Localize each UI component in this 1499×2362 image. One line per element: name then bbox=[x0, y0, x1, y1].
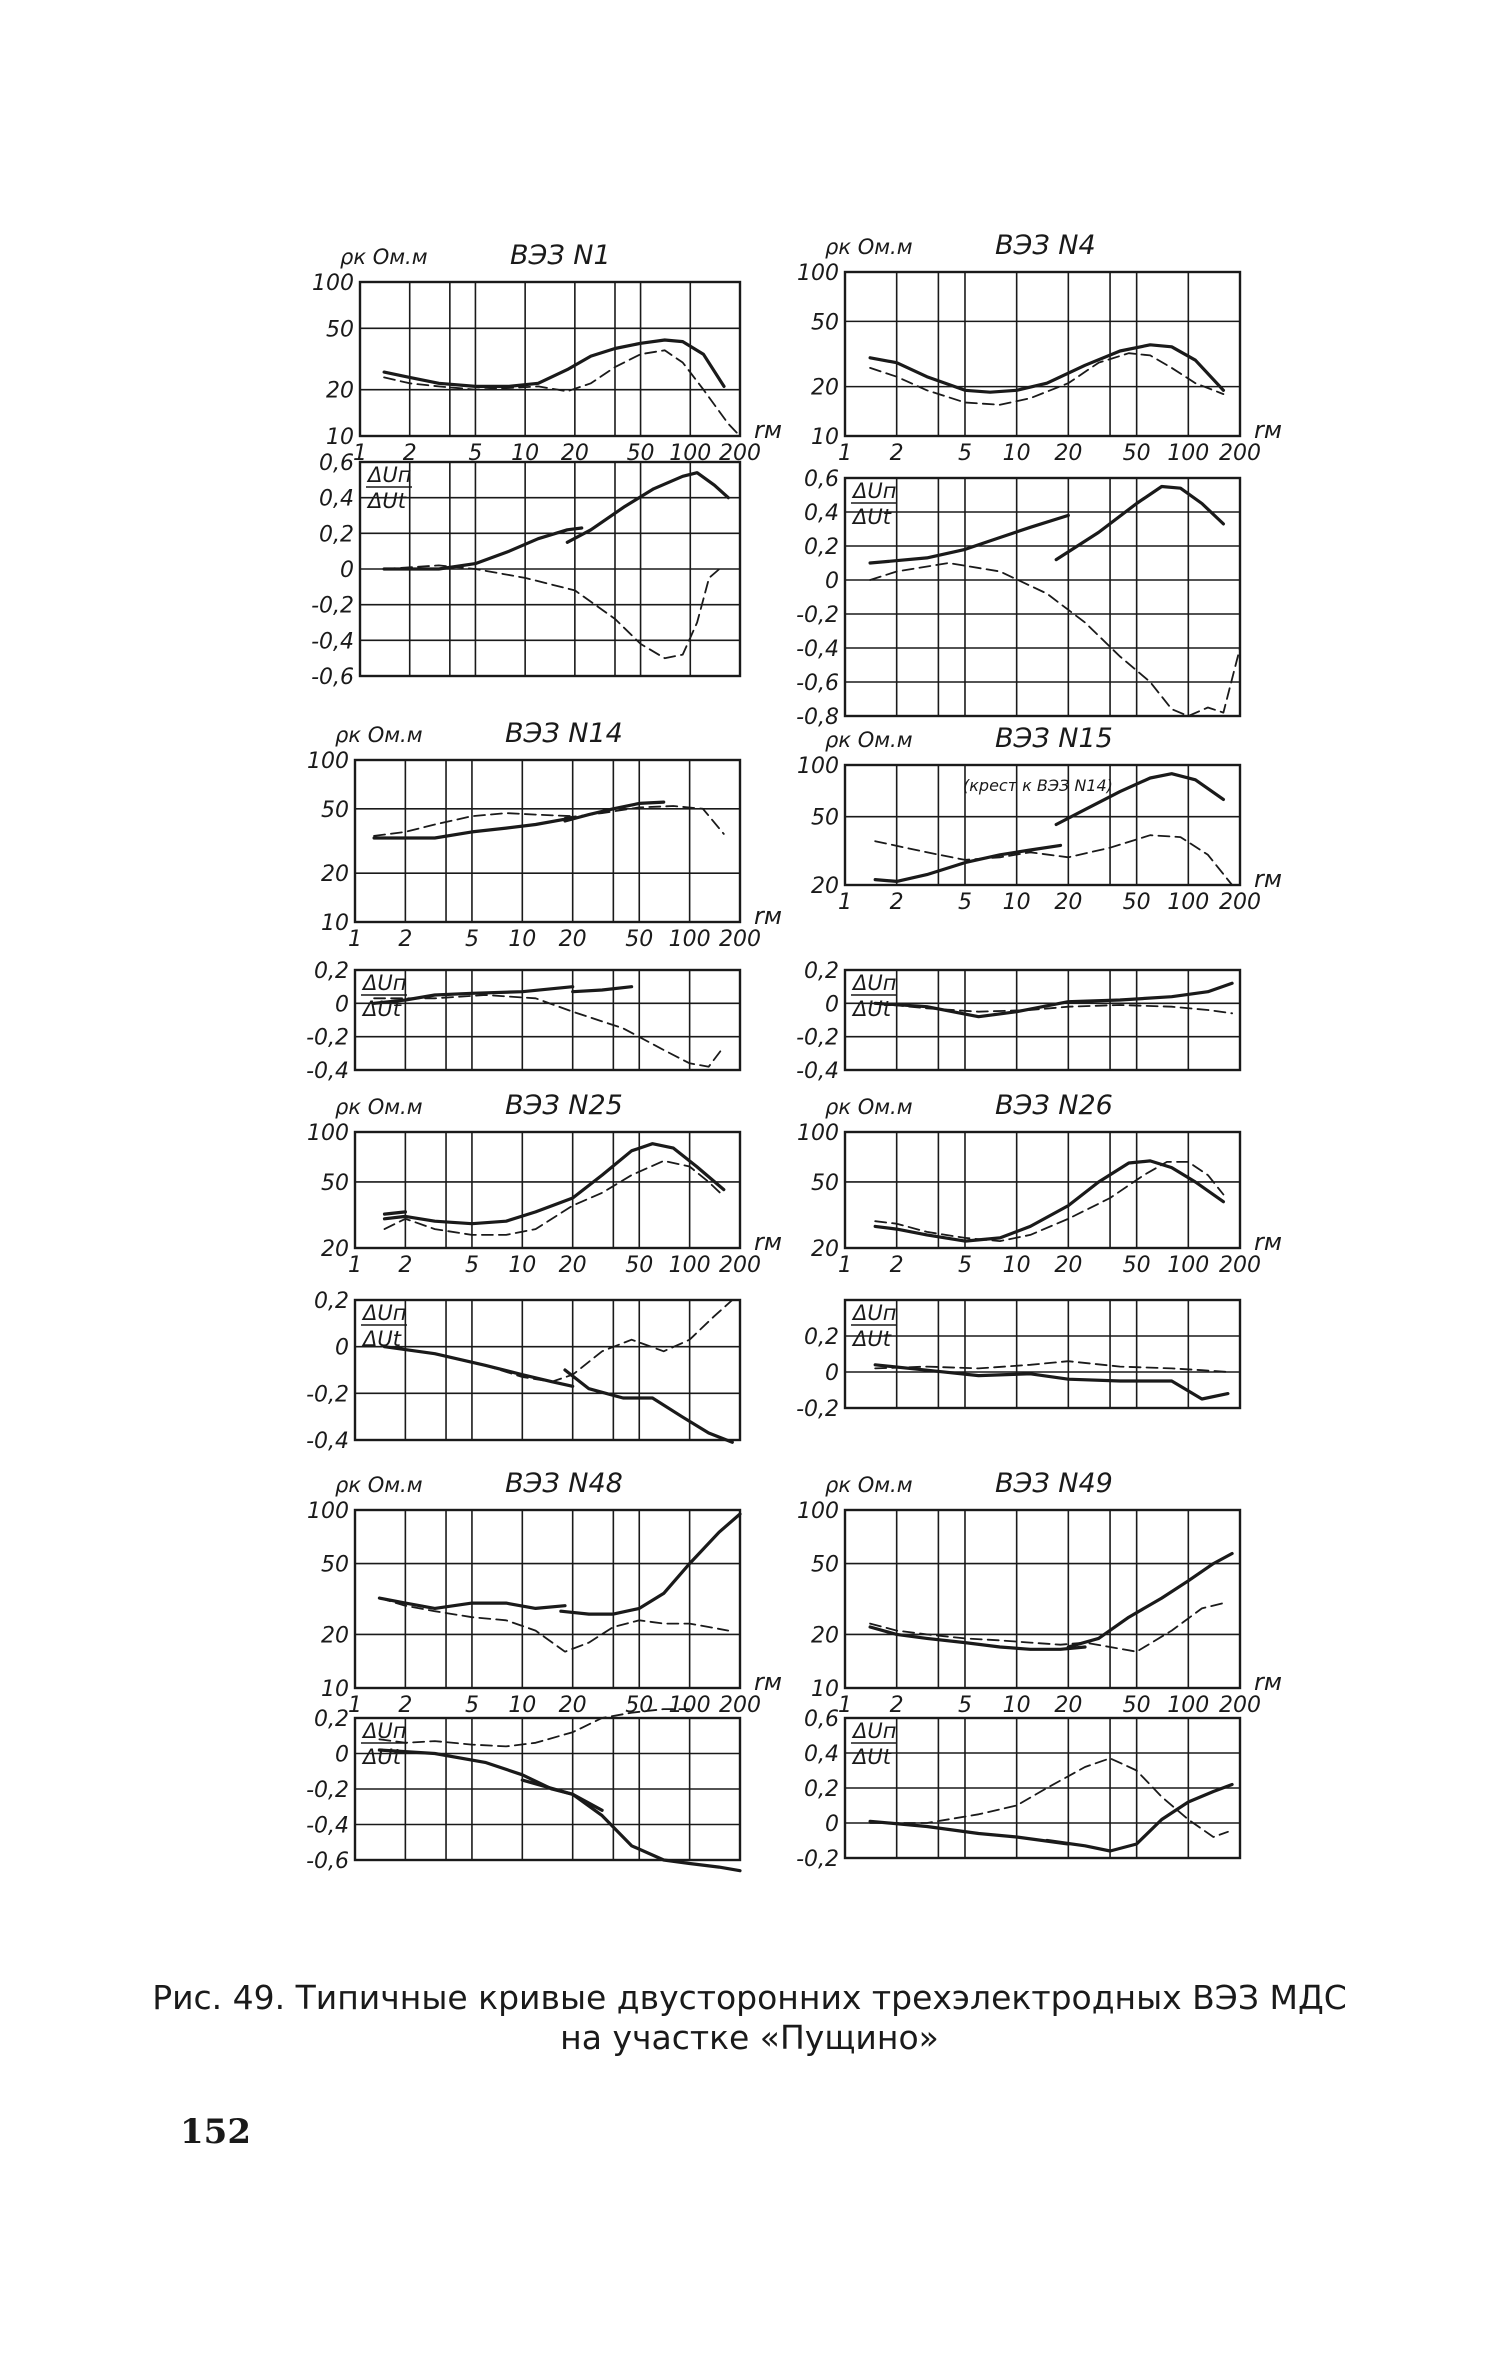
x-tick-label: 50 bbox=[1122, 1253, 1151, 1278]
y-tick-label: 20 bbox=[321, 1237, 349, 1262]
plot-frame-top bbox=[360, 282, 740, 436]
chart-panel-n48 bbox=[306, 1468, 782, 1874]
y-tick-label: 50 bbox=[811, 1552, 839, 1578]
page-number: 152 bbox=[180, 2112, 251, 2152]
x-axis-label: rм bbox=[754, 1228, 782, 1256]
x-tick-label: 5 bbox=[957, 441, 972, 466]
y-tick-label: 0,6 bbox=[319, 451, 354, 476]
x-tick-label: 10 bbox=[508, 1693, 537, 1718]
y-tick-label: 20 bbox=[811, 375, 839, 401]
plot-frame-bottom bbox=[845, 1300, 1240, 1408]
x-tick-label: 200 bbox=[719, 441, 761, 466]
y-axis-label-rho: ρк Ом.м bbox=[335, 723, 423, 747]
x-tick-label: 1 bbox=[838, 1253, 852, 1278]
y-tick-label: 0,4 bbox=[804, 1742, 839, 1767]
y-tick-label: 0,2 bbox=[804, 535, 839, 560]
plot-frame-top bbox=[355, 760, 740, 922]
x-tick-label: 1 bbox=[838, 890, 852, 915]
y-tick-label: -0,6 bbox=[311, 665, 354, 690]
series-line-dashed bbox=[374, 995, 724, 1067]
x-tick-label: 5 bbox=[464, 1693, 479, 1718]
x-tick-label: 10 bbox=[1002, 890, 1031, 915]
y-tick-label: 0,4 bbox=[319, 486, 354, 512]
y-axis-label-rho: ρк Ом.м bbox=[825, 235, 913, 259]
chart-panel-n25 bbox=[306, 1090, 782, 1454]
x-tick-label: 50 bbox=[1122, 890, 1151, 915]
x-axis-label: rм bbox=[754, 1668, 782, 1696]
y-tick-label: -0,2 bbox=[796, 1847, 839, 1872]
y-tick-label: 0,2 bbox=[314, 959, 349, 984]
series-line-solid bbox=[567, 473, 728, 543]
x-tick-label: 10 bbox=[508, 1253, 537, 1278]
x-tick-label: 1 bbox=[838, 441, 852, 466]
series-line-solid bbox=[1047, 1785, 1232, 1852]
y-tick-label: 100 bbox=[797, 261, 839, 286]
y-tick-label: 0 bbox=[335, 992, 349, 1018]
x-tick-label: 100 bbox=[669, 441, 712, 466]
panel-title: ВЭЗ N1 bbox=[510, 240, 611, 271]
chart-panel-n49 bbox=[796, 1468, 1282, 1872]
x-axis-label: rм bbox=[1254, 1228, 1282, 1256]
x-tick-label: 100 bbox=[1167, 890, 1210, 915]
y-tick-label: -0,6 bbox=[306, 1849, 349, 1874]
y-tick-label: 0,2 bbox=[804, 1325, 839, 1350]
y-axis-label-rho: ρк Ом.м bbox=[340, 245, 428, 269]
x-tick-label: 100 bbox=[668, 1253, 711, 1278]
x-tick-label: 2 bbox=[398, 1253, 413, 1278]
y-tick-label: -0,2 bbox=[796, 1025, 839, 1051]
figure-caption-line-2: на участке «Пущино» bbox=[560, 2018, 939, 2057]
y-tick-label: 0,2 bbox=[804, 959, 839, 984]
y-tick-label: 50 bbox=[321, 1170, 349, 1196]
x-tick-label: 20 bbox=[558, 1693, 587, 1718]
y-tick-label: 20 bbox=[811, 1237, 839, 1262]
x-axis-label: rм bbox=[1254, 865, 1282, 893]
y-axis-label-ratio-den: ΔUt bbox=[853, 505, 891, 529]
y-tick-label: -0,4 bbox=[796, 637, 839, 662]
x-tick-label: 100 bbox=[1167, 1693, 1210, 1718]
y-tick-label: -0,4 bbox=[306, 1813, 349, 1839]
y-axis-label-ratio-den: ΔUt bbox=[363, 997, 401, 1021]
series-line-solid bbox=[374, 818, 573, 838]
y-tick-label: 100 bbox=[307, 1121, 349, 1146]
y-tick-label: 100 bbox=[797, 754, 839, 779]
x-tick-label: 20 bbox=[1054, 441, 1083, 466]
series-line-solid bbox=[870, 345, 1223, 392]
x-tick-label: 20 bbox=[558, 927, 587, 952]
y-tick-label: -0,2 bbox=[306, 1778, 349, 1803]
y-tick-label: 50 bbox=[811, 805, 839, 831]
y-tick-label: 10 bbox=[811, 425, 839, 450]
panel-title: ВЭЗ N14 bbox=[505, 718, 623, 749]
x-tick-label: 5 bbox=[957, 1693, 972, 1718]
y-tick-label: -0,2 bbox=[306, 1025, 349, 1051]
plot-frame-bottom bbox=[845, 970, 1240, 1070]
series-line-dashed bbox=[384, 565, 719, 658]
chart-panel-n26 bbox=[796, 1090, 1282, 1422]
y-axis-label-ratio-den: ΔUt bbox=[853, 1745, 891, 1769]
x-tick-label: 2 bbox=[398, 927, 413, 952]
panel-title: ВЭЗ N49 bbox=[995, 1468, 1113, 1499]
series-line-dashed bbox=[384, 350, 740, 436]
y-tick-label: 10 bbox=[321, 911, 349, 936]
y-tick-label: 0 bbox=[335, 1742, 349, 1768]
x-tick-label: 20 bbox=[560, 441, 589, 466]
x-tick-label: 200 bbox=[719, 1693, 761, 1718]
figure-caption-line-1: Рис. 49. Типичные кривые двусторонних трехэлектродных ВЭЗ МДС bbox=[152, 1978, 1347, 2017]
x-tick-label: 2 bbox=[889, 1693, 904, 1718]
y-tick-label: 0 bbox=[825, 1361, 839, 1386]
y-tick-label: 10 bbox=[326, 425, 354, 450]
x-tick-label: 10 bbox=[508, 927, 537, 952]
y-tick-label: 0 bbox=[335, 1335, 349, 1361]
y-tick-label: 50 bbox=[326, 317, 354, 343]
y-tick-label: 10 bbox=[811, 1677, 839, 1702]
x-tick-label: 10 bbox=[1002, 441, 1031, 466]
x-tick-label: 100 bbox=[1167, 1253, 1210, 1278]
series-line-solid bbox=[875, 1365, 1228, 1399]
x-tick-label: 100 bbox=[668, 927, 711, 952]
chart-panel-n15 bbox=[796, 723, 1282, 1084]
x-tick-label: 1 bbox=[348, 927, 362, 952]
x-tick-label: 20 bbox=[1054, 1693, 1083, 1718]
y-tick-label: -0,6 bbox=[796, 671, 839, 696]
y-tick-label: 20 bbox=[811, 874, 839, 899]
x-tick-label: 200 bbox=[1219, 890, 1261, 915]
x-tick-label: 2 bbox=[889, 890, 904, 915]
y-tick-label: 100 bbox=[312, 271, 354, 296]
series-line-dashed bbox=[385, 1300, 733, 1382]
series-line-solid bbox=[379, 1750, 740, 1871]
y-tick-label: 20 bbox=[326, 378, 354, 404]
x-tick-label: 50 bbox=[626, 441, 655, 466]
x-tick-label: 50 bbox=[1122, 441, 1151, 466]
x-tick-label: 50 bbox=[625, 927, 654, 952]
series-line-solid bbox=[385, 1144, 724, 1224]
panel-annotation: (крест к ВЭЗ N14) bbox=[963, 776, 1113, 795]
y-tick-label: 0 bbox=[825, 992, 839, 1018]
series-line-dashed bbox=[870, 353, 1223, 405]
series-line-dashed bbox=[565, 806, 724, 834]
y-axis-label-ratio-den: ΔUt bbox=[853, 997, 891, 1021]
chart-panel-n4 bbox=[796, 230, 1282, 730]
series-line-solid bbox=[384, 340, 724, 386]
x-tick-label: 2 bbox=[402, 441, 417, 466]
y-tick-label: -0,4 bbox=[796, 1059, 839, 1084]
x-tick-label: 20 bbox=[558, 1253, 587, 1278]
x-tick-label: 200 bbox=[1219, 441, 1261, 466]
y-tick-label: 0,6 bbox=[804, 1707, 839, 1732]
y-tick-label: 0,2 bbox=[314, 1289, 349, 1314]
y-tick-label: -0,2 bbox=[311, 593, 354, 619]
y-tick-label: 100 bbox=[797, 1499, 839, 1524]
x-tick-label: 20 bbox=[1054, 890, 1083, 915]
series-line-solid bbox=[870, 1627, 1085, 1649]
y-tick-label: 0 bbox=[825, 1812, 839, 1837]
series-line-solid bbox=[573, 987, 632, 992]
series-line-solid bbox=[875, 1161, 1223, 1241]
x-tick-label: 50 bbox=[625, 1253, 654, 1278]
x-tick-label: 50 bbox=[625, 1693, 654, 1718]
y-axis-label-rho: ρк Ом.м bbox=[335, 1095, 423, 1119]
y-axis-label-rho: ρк Ом.м bbox=[335, 1473, 423, 1497]
y-axis-label-ratio-den: ΔUt bbox=[363, 1327, 401, 1351]
x-axis-label: rм bbox=[754, 902, 782, 930]
y-tick-label: 50 bbox=[321, 797, 349, 823]
series-line-solid bbox=[565, 1370, 732, 1442]
series-line-dashed bbox=[385, 1161, 724, 1235]
y-tick-label: 0,2 bbox=[319, 522, 354, 548]
series-line-dashed bbox=[870, 563, 1240, 716]
series-line-solid bbox=[1056, 487, 1223, 560]
y-tick-label: 0,4 bbox=[804, 501, 839, 526]
y-axis-label-ratio-num: ΔUп bbox=[853, 1719, 897, 1743]
chart-panel-n14 bbox=[306, 718, 782, 1084]
y-tick-label: 20 bbox=[321, 862, 349, 888]
series-line-dashed bbox=[875, 1162, 1223, 1241]
x-tick-label: 1 bbox=[838, 1693, 852, 1718]
x-tick-label: 100 bbox=[668, 1693, 711, 1718]
panel-title: ВЭЗ N26 bbox=[995, 1090, 1113, 1121]
x-tick-label: 50 bbox=[1122, 1693, 1151, 1718]
y-axis-label-ratio-den: ΔUt bbox=[368, 489, 406, 513]
y-tick-label: 20 bbox=[811, 1623, 839, 1649]
x-tick-label: 1 bbox=[353, 441, 367, 466]
plot-frame-bottom bbox=[845, 478, 1240, 716]
plot-frame-bottom bbox=[355, 1300, 740, 1440]
y-tick-label: 50 bbox=[811, 1170, 839, 1196]
x-tick-label: 200 bbox=[1219, 1253, 1261, 1278]
series-line-solid bbox=[870, 1821, 1068, 1844]
x-tick-label: 100 bbox=[1167, 441, 1210, 466]
x-tick-label: 10 bbox=[511, 441, 540, 466]
y-tick-label: 0 bbox=[825, 569, 839, 594]
y-tick-label: -0,8 bbox=[796, 705, 839, 730]
y-axis-label-rho: ρк Ом.м bbox=[825, 1095, 913, 1119]
y-axis-label-rho: ρк Ом.м bbox=[825, 1473, 913, 1497]
chart-panel-n1 bbox=[311, 240, 782, 690]
y-tick-label: 100 bbox=[307, 1499, 349, 1524]
x-tick-label: 10 bbox=[1002, 1253, 1031, 1278]
y-tick-label: 10 bbox=[321, 1677, 349, 1702]
series-line-dashed bbox=[870, 1603, 1223, 1652]
x-tick-label: 10 bbox=[1002, 1693, 1031, 1718]
y-tick-label: 100 bbox=[307, 749, 349, 774]
plot-frame-top bbox=[355, 1132, 740, 1248]
y-tick-label: 0,2 bbox=[314, 1707, 349, 1732]
panel-title: ВЭЗ N4 bbox=[995, 230, 1096, 261]
plot-frame-top bbox=[355, 1510, 740, 1688]
series-line-dashed bbox=[875, 835, 1232, 885]
y-axis-label-ratio-num: ΔUп bbox=[368, 463, 412, 487]
y-axis-label-ratio-num: ΔUп bbox=[853, 1301, 897, 1325]
y-tick-label: -0,4 bbox=[306, 1429, 349, 1454]
x-tick-label: 5 bbox=[464, 927, 479, 952]
plot-frame-top bbox=[845, 1510, 1240, 1688]
x-tick-label: 200 bbox=[1219, 1693, 1261, 1718]
series-line-solid bbox=[385, 1212, 406, 1214]
x-axis-label: rм bbox=[754, 416, 782, 444]
y-axis-label-ratio-den: ΔUt bbox=[363, 1745, 401, 1769]
x-axis-label: rм bbox=[1254, 416, 1282, 444]
x-tick-label: 5 bbox=[464, 1253, 479, 1278]
y-tick-label: -0,2 bbox=[796, 603, 839, 628]
x-tick-label: 2 bbox=[398, 1693, 413, 1718]
y-tick-label: -0,4 bbox=[306, 1059, 349, 1084]
y-tick-label: 50 bbox=[811, 310, 839, 336]
series-line-solid bbox=[384, 528, 582, 569]
y-tick-label: 0,2 bbox=[804, 1777, 839, 1802]
y-tick-label: 100 bbox=[797, 1121, 839, 1146]
y-axis-label-ratio-num: ΔUп bbox=[853, 479, 897, 503]
y-tick-label: -0,4 bbox=[311, 629, 354, 655]
y-tick-label: 20 bbox=[321, 1623, 349, 1649]
x-tick-label: 5 bbox=[957, 890, 972, 915]
x-tick-label: 1 bbox=[348, 1693, 362, 1718]
panel-title: ВЭЗ N48 bbox=[505, 1468, 623, 1499]
x-tick-label: 200 bbox=[719, 927, 761, 952]
x-tick-label: 20 bbox=[1054, 1253, 1083, 1278]
x-axis-label: rм bbox=[1254, 1668, 1282, 1696]
y-axis-label-ratio-num: ΔUп bbox=[363, 971, 407, 995]
x-tick-label: 1 bbox=[348, 1253, 362, 1278]
x-tick-label: 5 bbox=[468, 441, 483, 466]
y-axis-label-ratio-den: ΔUt bbox=[853, 1327, 891, 1351]
series-line-solid bbox=[565, 802, 664, 821]
plot-frame-top bbox=[845, 272, 1240, 436]
x-tick-label: 2 bbox=[889, 1253, 904, 1278]
y-axis-label-ratio-num: ΔUп bbox=[363, 1719, 407, 1743]
y-axis-label-ratio-num: ΔUп bbox=[363, 1301, 407, 1325]
x-tick-label: 2 bbox=[889, 441, 904, 466]
panel-title: ВЭЗ N25 bbox=[505, 1090, 623, 1121]
y-tick-label: -0,2 bbox=[796, 1397, 839, 1422]
y-tick-label: 0,6 bbox=[804, 467, 839, 492]
y-tick-label: 0 bbox=[340, 558, 354, 583]
y-axis-label-rho: ρк Ом.м bbox=[825, 728, 913, 752]
plot-frame-bottom bbox=[355, 970, 740, 1070]
x-tick-label: 200 bbox=[719, 1253, 761, 1278]
panel-title: ВЭЗ N15 bbox=[995, 723, 1113, 754]
y-axis-label-ratio-num: ΔUп bbox=[853, 971, 897, 995]
x-tick-label: 5 bbox=[957, 1253, 972, 1278]
series-line-solid bbox=[875, 983, 1232, 1016]
series-line-solid bbox=[870, 515, 1068, 563]
y-tick-label: -0,2 bbox=[306, 1382, 349, 1408]
series-line-solid bbox=[1068, 1554, 1232, 1648]
y-tick-label: 50 bbox=[321, 1552, 349, 1578]
series-line-solid bbox=[875, 845, 1060, 881]
